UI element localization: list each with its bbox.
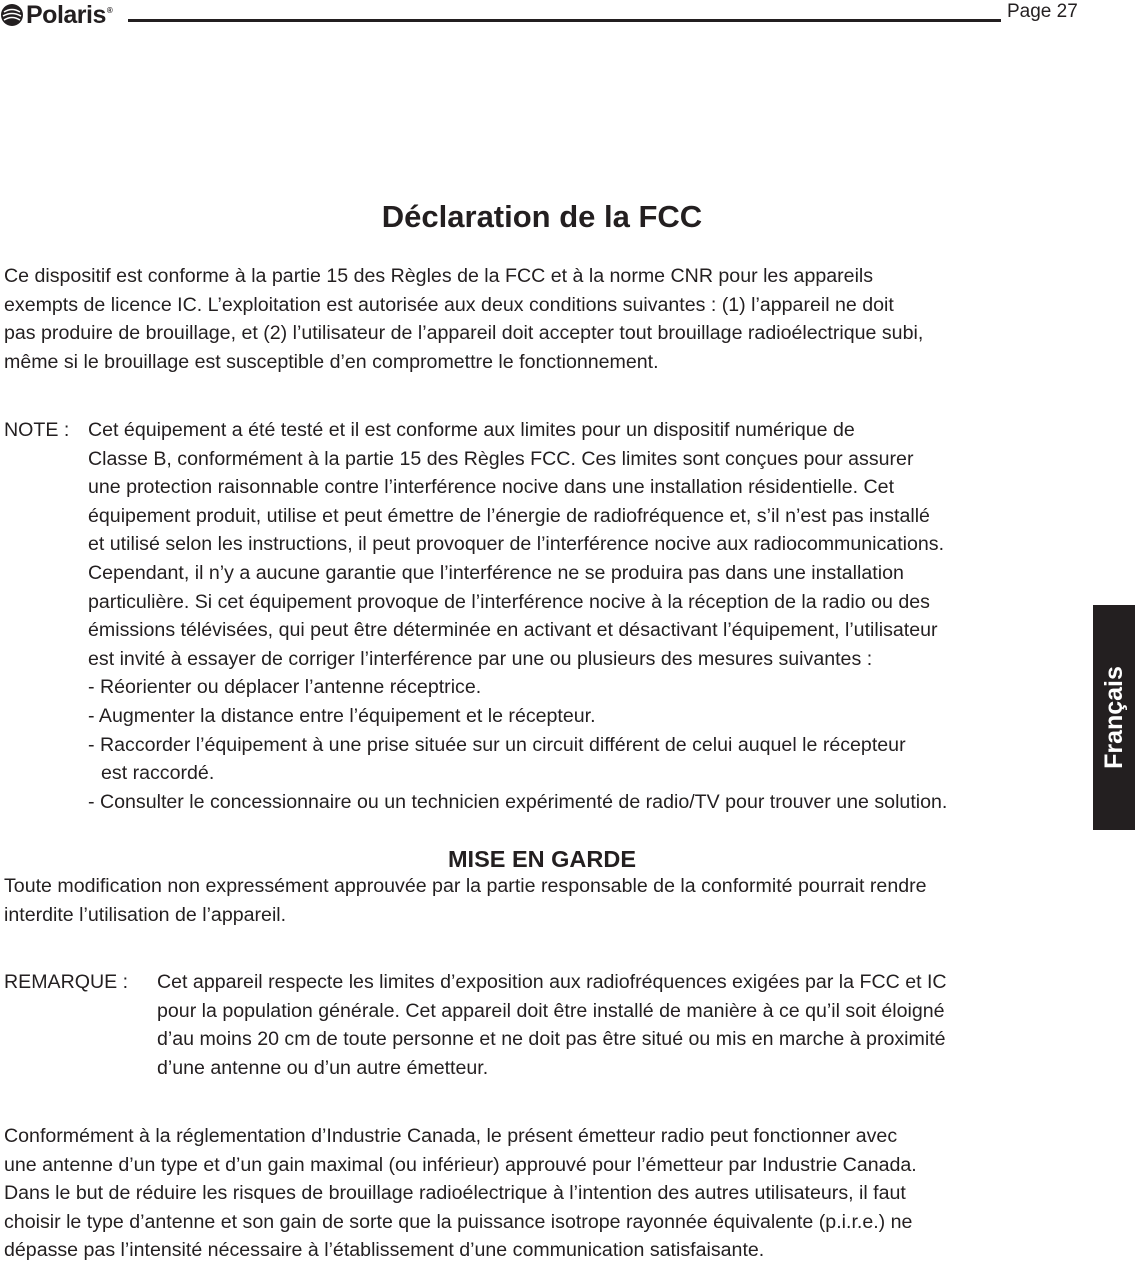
- note-list-item: - Consulter le concessionnaire ou un technicien expérimenté de radio/TV pour trouver une solution.: [88, 790, 948, 813]
- page-title: Déclaration de la FCC: [381, 199, 703, 234]
- paragraph-line: d’une antenne ou d’un autre émetteur.: [157, 1056, 489, 1079]
- paragraph-line: dépasse pas l’intensité nécessaire à l’établissement d’une communication satisfaisante.: [4, 1239, 765, 1262]
- note-list-item: - Réorienter ou déplacer l’antenne réceptrice.: [88, 676, 482, 699]
- paragraph-line: une antenne d’un type et d’un gain maximal (ou inférieur) approuvé pour l’émetteur par Industrie Canada.: [4, 1153, 917, 1176]
- header-rule: [128, 19, 1001, 22]
- language-tab-label: Français: [1099, 666, 1128, 769]
- paragraph-line: Conformément à la réglementation d’Industrie Canada, le présent émetteur radio peut fonctionner avec: [4, 1125, 898, 1147]
- paragraph-line: pas produire de brouillage, et (2) l’utilisateur de l’appareil doit accepter tout brouillage radioélectrique subi,: [4, 322, 924, 345]
- paragraph-line: pour la population générale. Cet appareil doit être installé de manière à ce qu’il soit éloigné: [157, 999, 945, 1022]
- note-list-item: - Augmenter la distance entre l’équipement et le récepteur.: [88, 704, 596, 727]
- brand-logo: [0, 2, 112, 28]
- paragraph-line: exempts de licence IC. L’exploitation est autorisée aux deux conditions suivantes : (1) l’appareil ne doit: [4, 293, 894, 316]
- remarque-label: REMARQUE :: [4, 971, 129, 993]
- note-line: Cet équipement a été testé et il est conforme aux limites pour un dispositif numérique de: [88, 419, 855, 441]
- note-line: et utilisé selon les instructions, il peut provoquer de l’interférence nocive aux radiocommunications.: [88, 533, 945, 556]
- paragraph-line: Dans le but de réduire les risques de brouillage radioélectrique à l’intention des autres utilisateurs, il faut: [4, 1182, 906, 1205]
- polaris-sphere-icon: [0, 3, 24, 27]
- note-line: une protection raisonnable contre l’interférence nocive dans une installation résidentielle. Cet: [88, 476, 895, 499]
- note-list-item-continuation: est raccordé.: [101, 762, 215, 785]
- paragraph-line: Ce dispositif est conforme à la partie 15 des Règles de la FCC et à la norme CNR pour les appareils: [4, 265, 874, 287]
- note-line: équipement produit, utilise et peut émettre de l’énergie de radiofréquence et, s’il n’est pas installé: [88, 504, 930, 527]
- warning-title: MISE EN GARDE: [447, 846, 637, 872]
- brand-name: Polaris®: [26, 0, 113, 29]
- note-label: NOTE :: [4, 419, 70, 441]
- paragraph-line: choisir le type d’antenne et son gain de sorte que la puissance isotrope rayonnée équivalente (p.i.r.e.) ne: [4, 1210, 913, 1233]
- note-line: Cependant, il n’y a aucune garantie que l’interférence ne se produira pas dans une installation: [88, 561, 904, 584]
- warning-paragraph: [4, 872, 1084, 929]
- paragraph-line: interdite l’utilisation de l’appareil.: [4, 903, 287, 926]
- note-list-item: - Raccorder l’équipement à une prise située sur un circuit différent de celui auquel le récepteur: [88, 733, 906, 756]
- paragraph-line: même si le brouillage est susceptible d’en compromettre le fonctionnement.: [4, 350, 659, 373]
- intro-paragraph: [4, 262, 1084, 376]
- page-number: Page 27: [1007, 1, 1078, 22]
- note-line: émissions télévisées, qui peut être déterminée en activant et désactivant l’équipement, l’utilisateur: [88, 619, 938, 642]
- industry-canada-paragraph: [4, 1122, 1084, 1265]
- note-line: Classe B, conformément à la partie 15 des Règles FCC. Ces limites sont conçues pour assurer: [88, 447, 914, 470]
- note-line: est invité à essayer de corriger l’interférence par une ou plusieurs des mesures suivantes :: [88, 647, 873, 670]
- paragraph-line: Toute modification non expressément approuvée par la partie responsable de la conformité pourrait rendre: [4, 875, 927, 897]
- paragraph-line: Cet appareil respecte les limites d’exposition aux radiofréquences exigées par la FCC et IC: [157, 971, 947, 993]
- paragraph-line: d’au moins 20 cm de toute personne et ne doit pas être situé ou mis en marche à proximité: [157, 1028, 946, 1051]
- remarque-body: [157, 968, 1087, 1082]
- note-line: particulière. Si cet équipement provoque de l’interférence nocive à la réception de la radio ou des: [88, 590, 930, 613]
- language-side-tab: [1093, 605, 1135, 830]
- note-body: [88, 416, 1088, 816]
